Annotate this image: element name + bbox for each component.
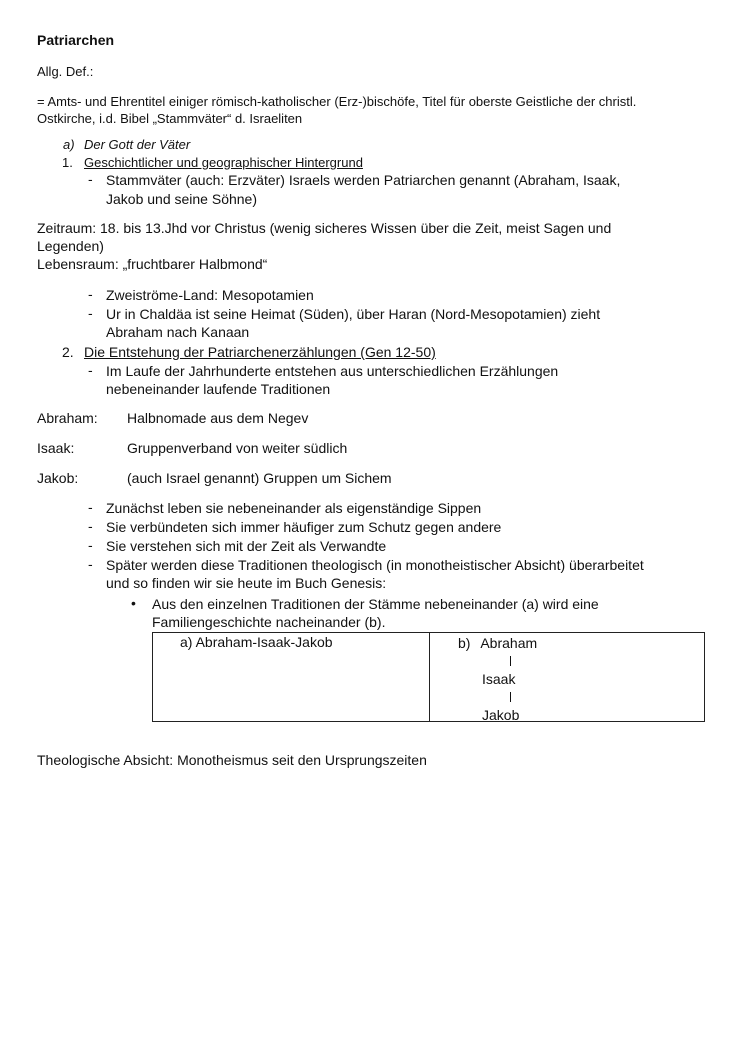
connector-line-icon	[510, 656, 511, 666]
section-1-bullet-line-2: Jakob und seine Söhne)	[106, 191, 257, 207]
lineage-jakob: Jakob	[482, 707, 520, 723]
dash-bullet: -	[88, 305, 93, 321]
comparison-table	[152, 632, 705, 722]
dash-bullet: -	[88, 286, 93, 302]
section-2-bullet-line-1: Im Laufe der Jahrhunderte entstehen aus unterschiedlichen Erzählungen	[106, 363, 559, 379]
section-2-bullet-line-2: nebeneinander laufende Traditionen	[106, 381, 331, 397]
development-bullet-1: Zunächst leben sie nebeneinander als eigenständige Sippen	[106, 500, 482, 516]
lineage-connector	[482, 652, 561, 670]
zeitraum-line-1: Zeitraum: 18. bis 13.Jhd vor Christus (wenig sicheres Wissen über die Zeit, meist Sagen und	[37, 220, 612, 236]
section-1-bullet-line-1: Stammväter (auch: Erzväter) Israels werden Patriarchen genannt (Abraham, Isaak,	[106, 172, 621, 188]
dash-bullet: -	[88, 362, 93, 378]
round-bullet: •	[131, 595, 136, 611]
table-cell-a	[153, 633, 430, 722]
theologische-absicht: Theologische Absicht: Monotheismus seit den Ursprungszeiten	[37, 752, 427, 768]
lebensraum-bullet-2-line-2: Abraham nach Kanaan	[106, 324, 250, 340]
dash-bullet: -	[88, 171, 93, 187]
dash-bullet: -	[88, 537, 93, 553]
dash-bullet: -	[88, 499, 93, 515]
lineage-stack	[458, 634, 561, 724]
lebensraum-bullet-2-line-1: Ur in Chaldäa ist seine Heimat (Süden), über Haran (Nord-Mesopotamien) zieht	[106, 306, 601, 322]
lebensraum-bullet-1: Zweiströme-Land: Mesopotamien	[106, 287, 314, 303]
development-bullet-4-line-1: Später werden diese Traditionen theologisch (in monotheistischer Absicht) überarbeitet	[106, 557, 644, 573]
abraham-text: Halbnomade aus dem Negev	[127, 410, 309, 426]
sub-bullet-line-1: Aus den einzelnen Traditionen der Stämme nebeneinander (a) wird eine	[152, 596, 599, 612]
table-cell-b	[430, 633, 705, 722]
section-a-title: Der Gott der Väter	[84, 137, 191, 152]
dash-bullet: -	[88, 556, 93, 572]
lebensraum: Lebensraum: „fruchtbarer Halbmond“	[37, 256, 268, 272]
table-cell-a-text: a) Abraham-Isaak-Jakob	[180, 634, 333, 650]
section-2-title: Die Entstehung der Patriarchenerzählungen (Gen 12-50)	[84, 344, 436, 360]
development-bullet-3: Sie verstehen sich mit der Zeit als Verwandte	[106, 538, 387, 554]
zeitraum-line-2: Legenden)	[37, 238, 104, 254]
section-2-marker: 2.	[62, 344, 74, 360]
sub-bullet-line-2: Familiengeschichte nacheinander (b).	[152, 614, 386, 630]
dash-bullet: -	[88, 518, 93, 534]
table-cell-b-marker: b)	[458, 635, 471, 651]
isaak-label: Isaak:	[37, 440, 75, 456]
jakob-label: Jakob:	[37, 470, 79, 486]
definition-line-1: = Amts- und Ehrentitel einiger römisch-katholischer (Erz-)bischöfe, Titel für oberste Geistliche der christl.	[37, 94, 637, 109]
abraham-label: Abraham:	[37, 410, 98, 426]
development-bullet-4-line-2: und so finden wir sie heute im Buch Genesis:	[106, 575, 387, 591]
isaak-text: Gruppenverband von weiter südlich	[127, 440, 348, 456]
page-title: Patriarchen	[37, 32, 115, 48]
jakob-text: (auch Israel genannt) Gruppen um Sichem	[127, 470, 392, 486]
definition-line-2: Ostkirche, i.d. Bibel „Stammväter“ d. Israeliten	[37, 111, 303, 126]
definition-label: Allg. Def.:	[37, 64, 94, 79]
connector-line-icon	[510, 692, 511, 702]
lineage-isaak: Isaak	[482, 671, 516, 687]
section-a-marker: a)	[63, 137, 75, 152]
section-1-marker: 1.	[62, 155, 73, 170]
section-1-title: Geschichtlicher und geographischer Hintergrund	[84, 155, 363, 170]
lineage-abraham: Abraham	[480, 635, 538, 651]
lineage-connector	[482, 688, 561, 706]
development-bullet-2: Sie verbündeten sich immer häufiger zum Schutz gegen andere	[106, 519, 502, 535]
